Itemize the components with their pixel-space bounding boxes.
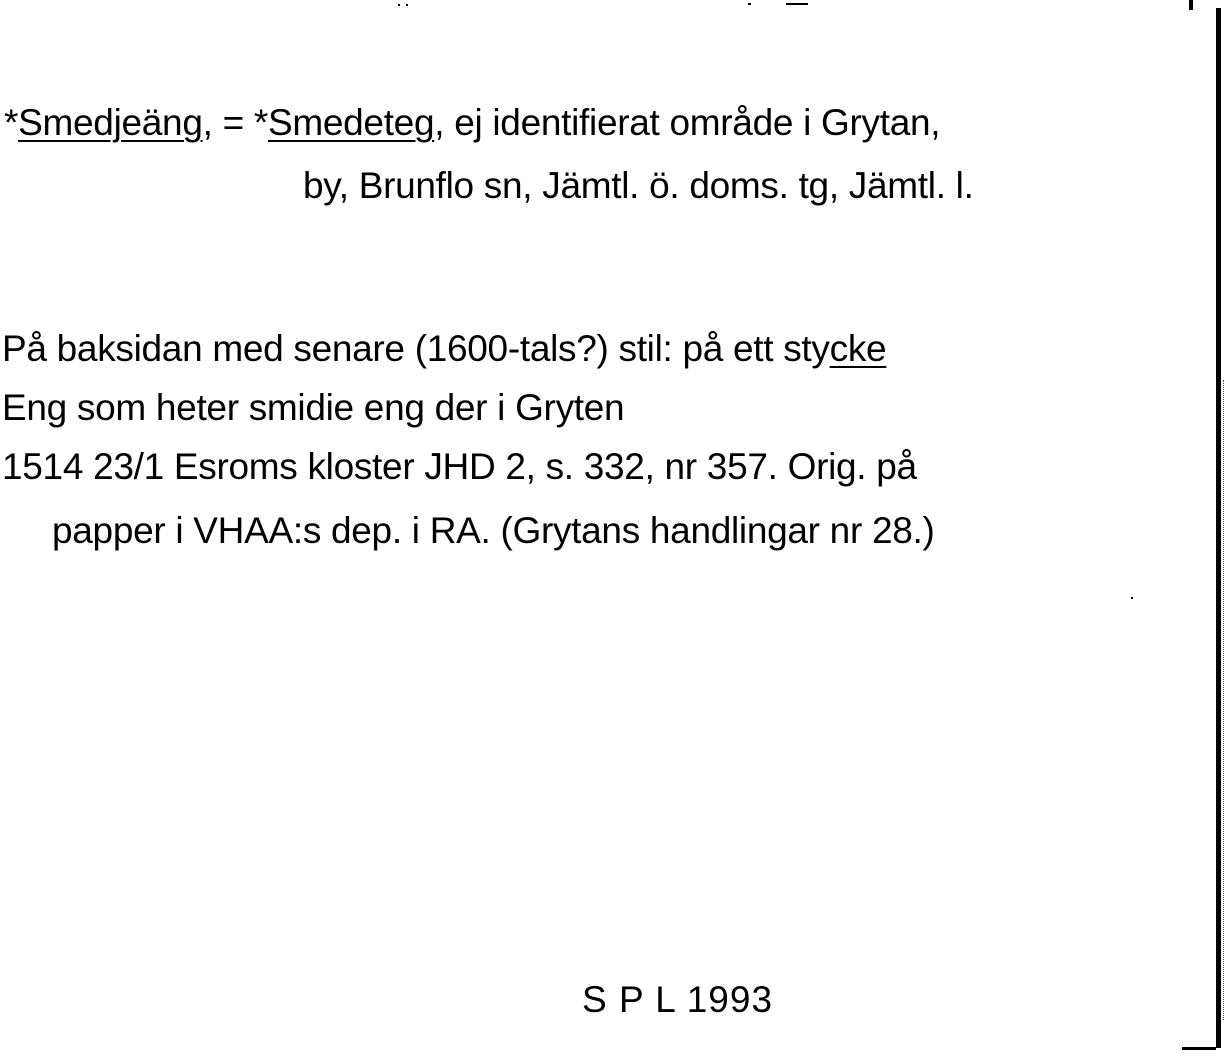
note-text: På baksidan med senare (1600-tals?) stil: på ett sty bbox=[2, 328, 830, 369]
headword-marker: * bbox=[4, 102, 19, 143]
headword-variant: Smedeteg bbox=[267, 102, 435, 143]
scan-noise bbox=[1223, 380, 1226, 1020]
source-line-2: papper i VHAA:s dep. i RA. (Grytans handlingar nr 28.) bbox=[52, 510, 935, 551]
card-edge-mark-top bbox=[1189, 0, 1193, 10]
variant-marker: * bbox=[253, 102, 268, 143]
headword-line bbox=[4, 101, 940, 145]
headword-name: Smedjeäng bbox=[18, 102, 203, 143]
scan-speck bbox=[398, 4, 400, 6]
note-line-2: Eng som heter smidie eng der i Gryten bbox=[2, 387, 625, 428]
card-edge-border bbox=[1216, 8, 1221, 1048]
scan-speck bbox=[406, 4, 408, 6]
source-line-1: 1514 23/1 Esroms kloster JHD 2, s. 332, nr 357. Orig. på bbox=[2, 446, 917, 487]
headword-location: by, Brunflo sn, Jämtl. ö. doms. tg, Jämtl. l. bbox=[303, 165, 974, 206]
scan-speck bbox=[786, 3, 808, 5]
card-edge-mark-bottom bbox=[1182, 1047, 1216, 1050]
scan-speck bbox=[748, 3, 751, 5]
signature: S P L 1993 bbox=[582, 979, 774, 1020]
headword-separator: , = bbox=[202, 102, 254, 143]
scan-speck bbox=[1131, 597, 1133, 599]
note-underlined-text: cke bbox=[829, 328, 887, 369]
headword-description: , ej identifierat område i Grytan, bbox=[434, 102, 941, 143]
note-line-1 bbox=[2, 327, 886, 371]
